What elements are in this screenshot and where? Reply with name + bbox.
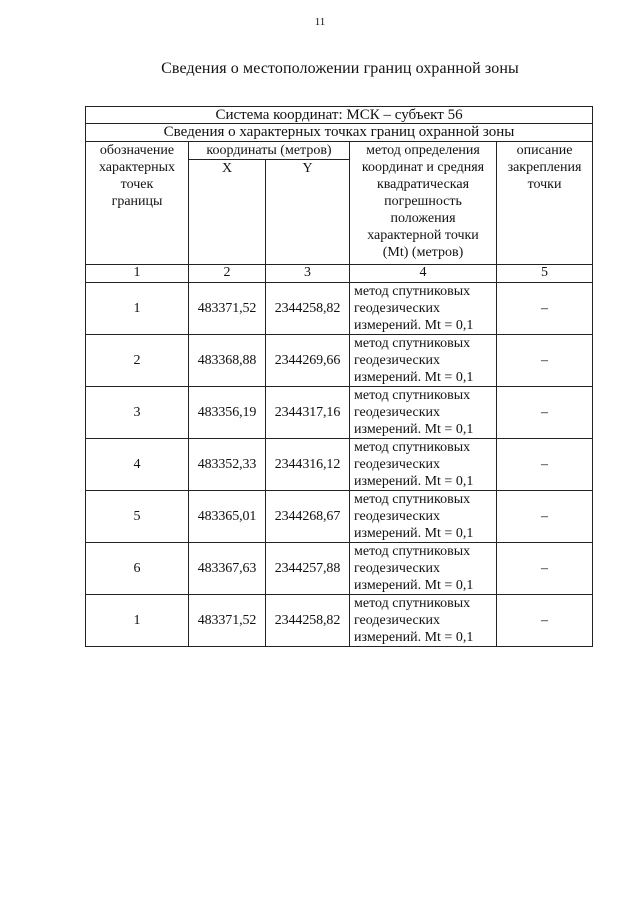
coordinate-y: 2344258,82 <box>266 283 350 335</box>
header-designation-line: характерных <box>98 160 176 175</box>
method-cell <box>350 335 497 387</box>
description-cell: – <box>497 387 593 439</box>
method-line: метод спутниковых <box>354 388 471 403</box>
table-row <box>86 491 593 543</box>
table-row <box>86 543 593 595</box>
header-method-line: квадратическая <box>376 177 470 192</box>
description-cell: – <box>497 595 593 647</box>
table-row <box>86 335 593 387</box>
method-cell <box>350 595 497 647</box>
point-number: 1 <box>86 595 189 647</box>
point-number: 3 <box>86 387 189 439</box>
description-cell: – <box>497 439 593 491</box>
method-line: геодезических <box>354 405 441 420</box>
column-number: 1 <box>86 265 189 283</box>
method-line: метод спутниковых <box>354 284 471 299</box>
point-number: 6 <box>86 543 189 595</box>
table-row <box>86 439 593 491</box>
method-cell <box>350 283 497 335</box>
section-title-cell: Сведения о характерных точках границ охранной зоны <box>86 124 593 142</box>
coordinate-x: 483352,33 <box>189 439 266 491</box>
table-row <box>86 595 593 647</box>
coordinate-y: 2344268,67 <box>266 491 350 543</box>
coordinate-x: 483356,19 <box>189 387 266 439</box>
coordinate-x: 483367,63 <box>189 543 266 595</box>
header-method <box>350 142 497 265</box>
method-line: измерений. Mt = 0,1 <box>354 318 474 333</box>
header-description-line: описание <box>516 143 573 158</box>
description-cell: – <box>497 335 593 387</box>
method-line: геодезических <box>354 353 441 368</box>
header-y: Y <box>266 160 350 265</box>
column-number: 5 <box>497 265 593 283</box>
header-description-line: закрепления <box>507 160 582 175</box>
header-description <box>497 142 593 265</box>
method-line: геодезических <box>354 301 441 316</box>
header-x: X <box>189 160 266 265</box>
boundary-points-table <box>85 106 593 647</box>
method-line: измерений. Mt = 0,1 <box>354 422 474 437</box>
method-line: метод спутниковых <box>354 440 471 455</box>
coordinate-x: 483371,52 <box>189 283 266 335</box>
coordinate-system-row <box>86 107 593 124</box>
header-designation-line: границы <box>111 194 163 209</box>
method-line: измерений. Mt = 0,1 <box>354 474 474 489</box>
method-line: геодезических <box>354 509 441 524</box>
header-coordinates: координаты (метров) <box>189 142 350 160</box>
point-number: 5 <box>86 491 189 543</box>
coordinate-y: 2344269,66 <box>266 335 350 387</box>
method-line: измерений. Mt = 0,1 <box>354 370 474 385</box>
section-title-row <box>86 124 593 142</box>
page-number: 11 <box>314 16 326 28</box>
coordinate-x: 483368,88 <box>189 335 266 387</box>
coordinate-x: 483365,01 <box>189 491 266 543</box>
header-method-line: погрешность <box>384 194 462 209</box>
header-method-line: положения <box>390 211 456 226</box>
point-number: 1 <box>86 283 189 335</box>
table-row <box>86 283 593 335</box>
method-line: геодезических <box>354 613 441 628</box>
method-line: метод спутниковых <box>354 596 471 611</box>
method-line: метод спутниковых <box>354 544 471 559</box>
method-cell <box>350 439 497 491</box>
header-row-1 <box>86 142 593 160</box>
header-method-line: (Mt) (метров) <box>382 245 464 260</box>
method-line: геодезических <box>354 457 441 472</box>
coordinate-y: 2344317,16 <box>266 387 350 439</box>
coordinate-system-cell: Система координат: МСК – субъект 56 <box>86 107 593 124</box>
header-description-line: точки <box>527 177 562 192</box>
coordinate-x: 483371,52 <box>189 595 266 647</box>
header-designation <box>86 142 189 265</box>
column-numbers-row <box>86 265 593 283</box>
method-cell <box>350 387 497 439</box>
method-line: геодезических <box>354 561 441 576</box>
method-line: измерений. Mt = 0,1 <box>354 526 474 541</box>
method-line: измерений. Mt = 0,1 <box>354 630 474 645</box>
header-method-line: метод определения <box>366 143 480 158</box>
header-method-line: характерной точки <box>367 228 479 243</box>
description-cell: – <box>497 543 593 595</box>
method-line: измерений. Mt = 0,1 <box>354 578 474 593</box>
coordinate-y: 2344257,88 <box>266 543 350 595</box>
point-number: 2 <box>86 335 189 387</box>
document-title: Сведения о местоположении границ охранной зоны <box>161 60 519 77</box>
coordinate-y: 2344316,12 <box>266 439 350 491</box>
header-designation-line: точек <box>120 177 154 192</box>
method-line: метод спутниковых <box>354 492 471 507</box>
column-number: 3 <box>266 265 350 283</box>
column-number: 4 <box>350 265 497 283</box>
method-cell <box>350 491 497 543</box>
column-number: 2 <box>189 265 266 283</box>
point-number: 4 <box>86 439 189 491</box>
header-method-line: координат и средняя <box>361 160 485 175</box>
table-row <box>86 387 593 439</box>
description-cell: – <box>497 283 593 335</box>
method-line: метод спутниковых <box>354 336 471 351</box>
header-designation-line: обозначение <box>99 143 175 158</box>
method-cell <box>350 543 497 595</box>
coordinate-y: 2344258,82 <box>266 595 350 647</box>
description-cell: – <box>497 491 593 543</box>
